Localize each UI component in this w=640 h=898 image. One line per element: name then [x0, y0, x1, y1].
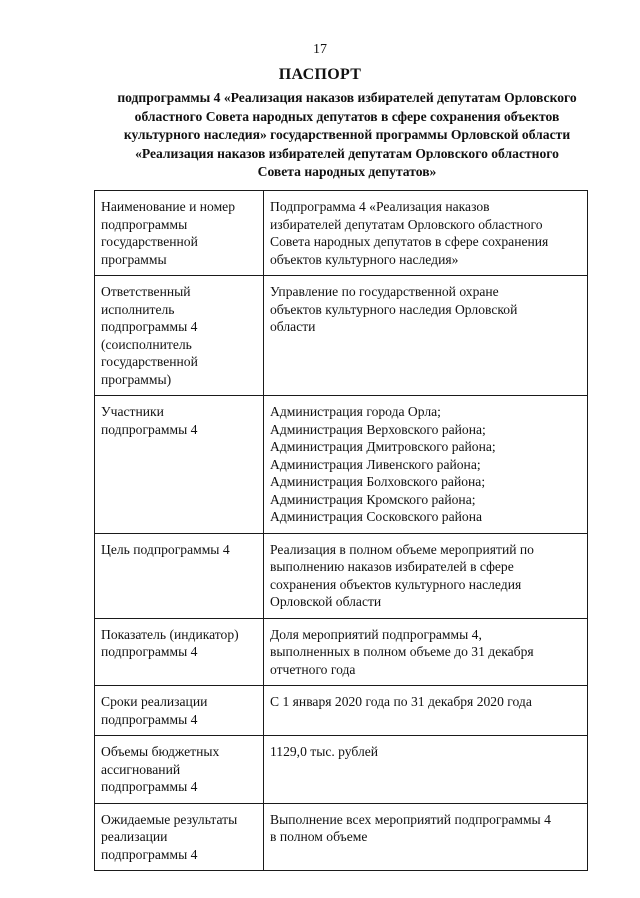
table-row [95, 736, 588, 804]
row-value-line: области [270, 319, 316, 334]
row-value-line: объектов культурного наследия» [270, 251, 459, 267]
row-value-line: выполнению наказов избирателей в сфере [270, 559, 514, 574]
row-label-line: Участники [101, 404, 164, 419]
row-value-line: С 1 января 2020 года по 31 декабря 2020 года [270, 694, 532, 709]
row-value-line: Орловской области [270, 594, 382, 609]
row-label-line: Сроки реализации [101, 694, 208, 709]
row-label-cell [95, 618, 264, 686]
subtitle-line: подпрограммы 4 «Реализация наказов избирателей депутатам Орловского [117, 90, 577, 105]
row-label-cell [95, 276, 264, 396]
row-label-line: подпрограммы 4 [101, 319, 198, 334]
passport-table-body [95, 191, 588, 871]
table-row [95, 686, 588, 736]
table-row [95, 191, 588, 276]
row-label-line: Ожидаемые результаты [101, 811, 238, 827]
row-value-line: Выполнение всех мероприятий подпрограммы 4 [270, 811, 551, 827]
row-value-line: в полном объеме [270, 829, 368, 844]
row-label-line: подпрограммы 4 [101, 711, 198, 727]
table-row [95, 396, 588, 534]
row-value-line: 1129,0 тыс. рублей [270, 744, 379, 759]
row-value-cell [264, 803, 588, 871]
row-value-line: выполненных в полном объеме до 31 декабря [270, 644, 534, 659]
subtitle-line: «Реализация наказов избирателей депутатам Орловского областного [135, 145, 559, 161]
row-label-line: программы [101, 251, 167, 267]
row-label-cell [95, 803, 264, 871]
row-value-line: Администрация Верховского района; [270, 421, 486, 437]
row-value-line: Подпрограмма 4 «Реализация наказов [270, 199, 490, 214]
row-label-line: исполнитель [101, 301, 175, 317]
page-number: 17 [313, 42, 327, 57]
row-value-line: Доля мероприятий подпрограммы 4, [270, 626, 482, 642]
row-value-line: отчетного года [270, 661, 356, 677]
row-label-cell [95, 736, 264, 804]
row-value-cell [264, 618, 588, 686]
row-label-line: Показатель (индикатор) [101, 626, 239, 642]
row-value-line: Реализация в полном объеме мероприятий по [270, 541, 534, 557]
document-subtitle [92, 89, 602, 182]
row-value-cell [264, 191, 588, 276]
passport-table [94, 190, 588, 871]
subtitle-line: Совета народных депутатов» [257, 164, 437, 179]
row-value-line: Администрация Сосковского района [270, 509, 483, 524]
row-value-cell [264, 686, 588, 736]
table-row [95, 618, 588, 686]
row-label-line: Цель подпрограммы 4 [101, 541, 230, 557]
row-label-line: подпрограммы [101, 216, 188, 232]
row-value-line: Совета народных депутатов в сфере сохранения [270, 234, 549, 249]
row-label-line: подпрограммы 4 [101, 644, 198, 659]
row-value-cell [264, 736, 588, 804]
row-label-cell [95, 191, 264, 276]
row-value-line: объектов культурного наследия Орловской [270, 301, 518, 317]
row-value-line: Управление по государственной охране [270, 284, 499, 299]
row-value-cell [264, 276, 588, 396]
row-value-cell [264, 396, 588, 534]
row-value-line: Администрация Ливенского района; [270, 456, 481, 472]
table-row [95, 276, 588, 396]
row-label-line: реализации [101, 829, 168, 844]
row-label-line: программы) [101, 371, 172, 387]
row-value-line: избирателей депутатам Орловского областного [270, 216, 543, 232]
subtitle-line: областного Совета народных депутатов в сфере сохранения объектов [134, 108, 560, 124]
row-value-line: Администрация Кромского района; [270, 491, 476, 507]
row-value-line: сохранения объектов культурного наследия [270, 576, 522, 592]
row-value-cell [264, 533, 588, 618]
row-value-line: Администрация города Орла; [270, 404, 441, 419]
subtitle-line: культурного наследия» государственной программы Орловской области [123, 127, 571, 142]
row-label-line: ассигнований [101, 761, 181, 777]
row-label-line: подпрограммы 4 [101, 421, 198, 437]
row-label-line: Ответственный [101, 284, 191, 299]
row-label-line: подпрограммы 4 [101, 779, 198, 794]
row-label-line: государственной [101, 354, 198, 369]
row-label-line: (соисполнитель [101, 336, 192, 352]
document-title: ПАСПОРТ [278, 66, 362, 83]
row-value-line: Администрация Болховского района; [270, 474, 486, 489]
row-value-line: Администрация Дмитровского района; [270, 439, 496, 454]
row-label-cell [95, 686, 264, 736]
row-label-line: Наименование и номер [101, 199, 236, 214]
row-label-line: подпрограммы 4 [101, 846, 198, 862]
row-label-cell [95, 533, 264, 618]
row-label-line: Объемы бюджетных [101, 744, 220, 759]
row-label-line: государственной [101, 234, 198, 249]
table-row [95, 803, 588, 871]
row-label-cell [95, 396, 264, 534]
table-row [95, 533, 588, 618]
